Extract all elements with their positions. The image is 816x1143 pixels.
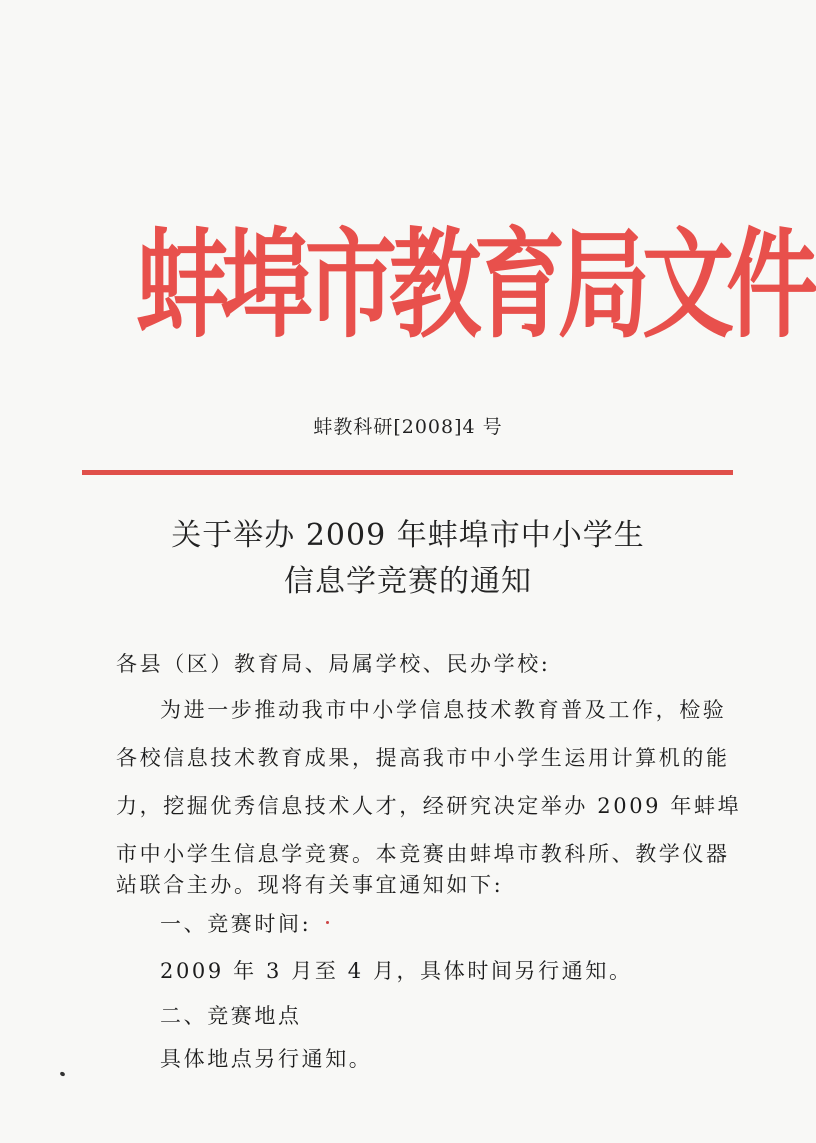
red-divider-line <box>82 470 733 475</box>
section-text-time: 2009 年 3 月至 4 月，具体时间另行通知。 <box>160 959 633 983</box>
paragraph-line: 为进一步推动我市中小学信息技术教育普及工作，检验 <box>160 698 727 722</box>
paragraph-line: 站联合主办。现将有关事宜通知如下: <box>116 873 504 897</box>
section-text-location: 具体地点另行通知。 <box>160 1047 373 1071</box>
section-heading-location: 二、竞赛地点 <box>160 1004 302 1028</box>
paragraph-line: 力，挖掘优秀信息技术人才，经研究决定举办 2009 年蚌埠 <box>116 794 742 818</box>
ink-dot <box>326 921 329 924</box>
paragraph-line: 各校信息技术教育成果，提高我市中小学生运用计算机的能 <box>116 746 730 770</box>
document-number: 蚌教科研[2008]4 号 <box>313 416 503 438</box>
notice-title-line-1: 关于举办 2009 年蚌埠市中小学生 <box>171 518 645 553</box>
salutation: 各县（区）教育局、局属学校、民办学校: <box>116 652 551 676</box>
paragraph-line: 市中小学生信息学竞赛。本竞赛由蚌埠市教科所、教学仪器 <box>116 842 730 866</box>
scan-speck <box>59 1071 65 1077</box>
issuing-authority-header: 蚌埠市教育局文件 <box>136 216 811 354</box>
section-heading-time: 一、竞赛时间: <box>160 912 312 936</box>
notice-title-line-2: 信息学竞赛的通知 <box>284 564 532 599</box>
